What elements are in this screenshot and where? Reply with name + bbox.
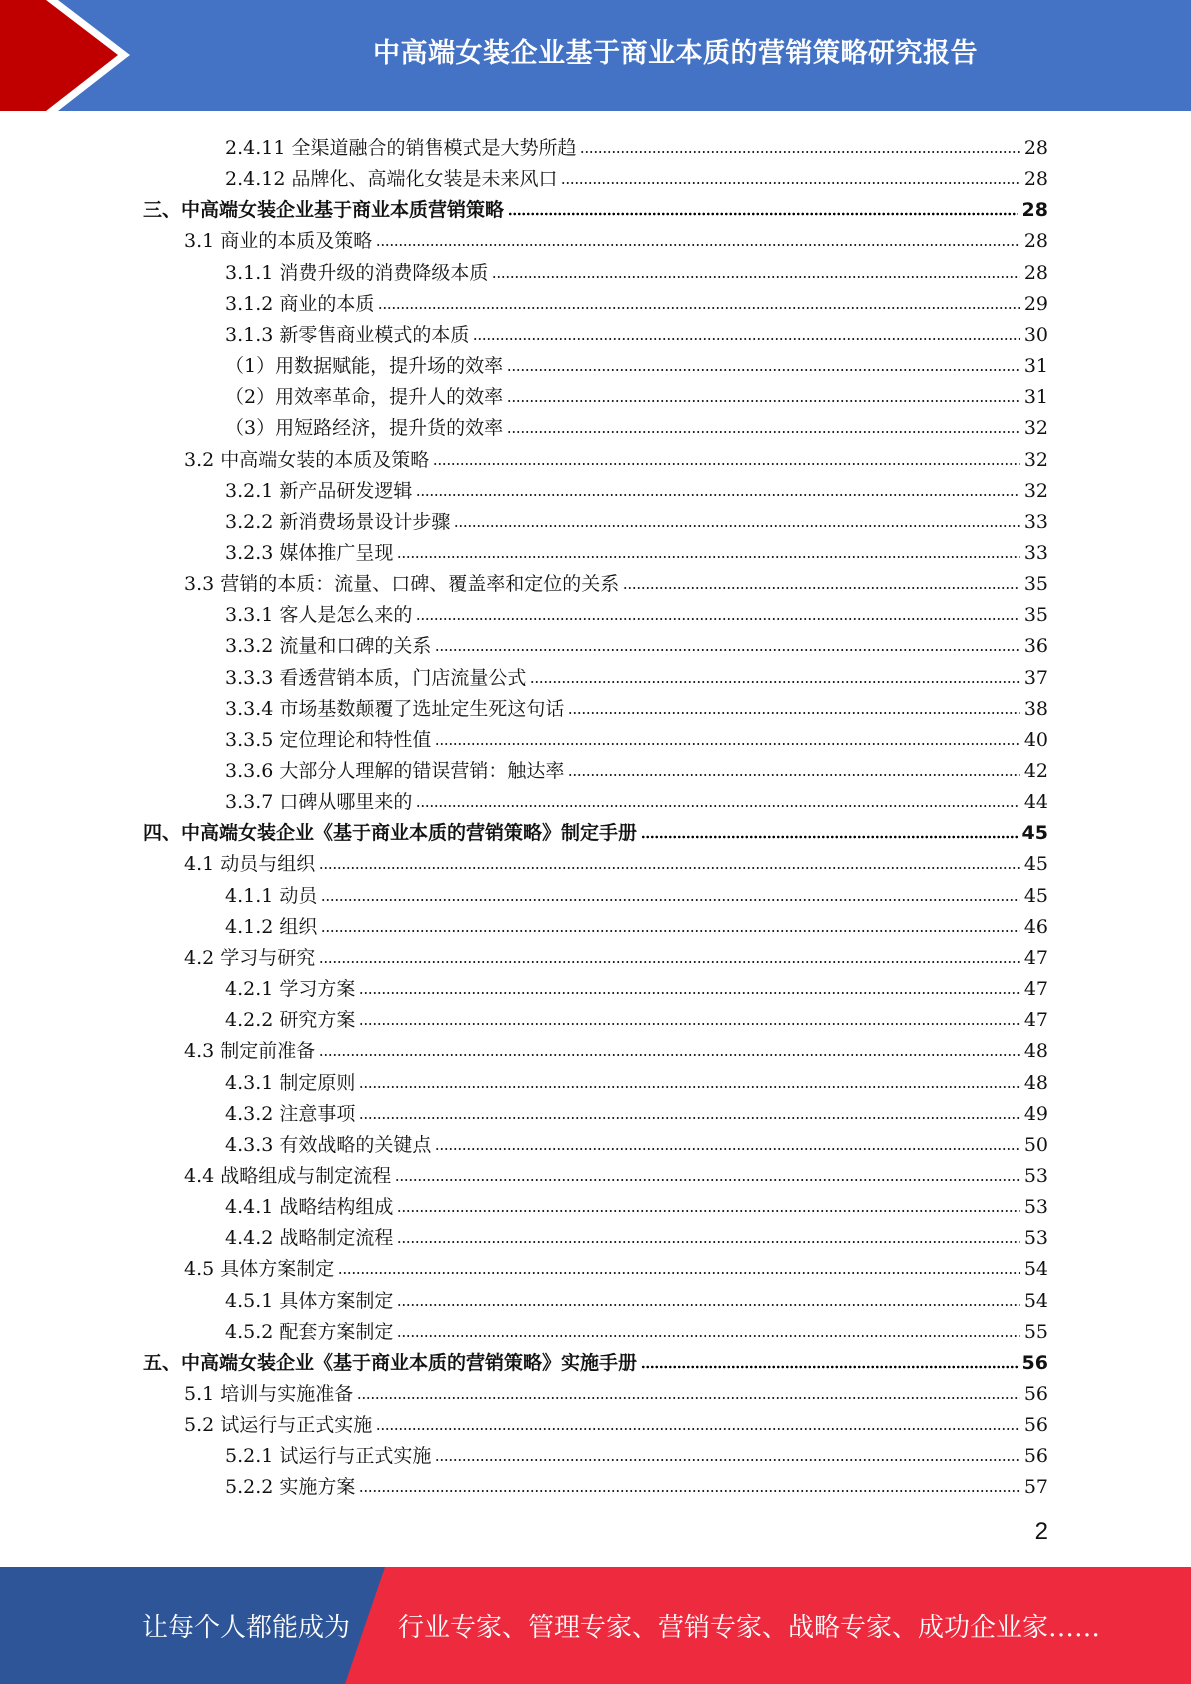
toc-dot-leader bbox=[359, 1488, 1019, 1494]
toc-entry[interactable] bbox=[225, 1063, 1048, 1094]
toc-entry[interactable] bbox=[225, 408, 1048, 439]
toc-dot-leader bbox=[319, 959, 1020, 965]
toc-entry-label: 4.2 学习与研究 bbox=[184, 946, 316, 969]
toc-entry-page: 54 bbox=[1023, 1289, 1048, 1312]
toc-entry-page: 28 bbox=[1023, 168, 1048, 191]
toc-entry-page: 46 bbox=[1023, 915, 1048, 938]
toc-dot-leader bbox=[641, 834, 1018, 840]
page-number: 2 bbox=[1034, 1518, 1048, 1545]
toc-entry-page: 32 bbox=[1023, 448, 1048, 471]
toc-entry[interactable] bbox=[225, 782, 1048, 813]
toc-entry-page: 45 bbox=[1021, 822, 1048, 845]
toc-dot-leader bbox=[376, 242, 1020, 248]
toc-entry[interactable] bbox=[225, 1094, 1048, 1125]
toc-entry-page: 28 bbox=[1023, 261, 1048, 284]
toc-entry-label: 5.2 试运行与正式实施 bbox=[184, 1414, 373, 1437]
toc-entry-label: 3.2.2 新消费场景设计步骤 bbox=[225, 510, 451, 533]
toc-entry[interactable] bbox=[143, 813, 1048, 844]
toc-entry-label: 4.5 具体方案制定 bbox=[184, 1258, 335, 1281]
toc-entry-page: 35 bbox=[1023, 573, 1048, 596]
toc-entry-page: 40 bbox=[1023, 728, 1048, 751]
toc-dot-leader bbox=[321, 928, 1019, 934]
toc-dot-leader bbox=[359, 1115, 1019, 1121]
toc-entry[interactable] bbox=[184, 440, 1048, 471]
toc-dot-leader bbox=[435, 1457, 1019, 1463]
toc-entry-page: 28 bbox=[1021, 199, 1048, 222]
toc-dot-leader bbox=[397, 1208, 1019, 1214]
toc-entry-page: 54 bbox=[1023, 1258, 1048, 1281]
toc-dot-leader bbox=[319, 865, 1020, 871]
toc-entry-page: 32 bbox=[1023, 417, 1048, 440]
toc-dot-leader bbox=[435, 741, 1019, 747]
toc-dot-leader bbox=[561, 180, 1019, 186]
toc-entry-label: 4.5.2 配套方案制定 bbox=[225, 1320, 394, 1343]
toc-dot-leader bbox=[321, 897, 1019, 903]
toc-entry-page: 50 bbox=[1023, 1133, 1048, 1156]
toc-entry[interactable] bbox=[225, 1218, 1048, 1249]
toc-dot-leader bbox=[395, 1177, 1020, 1183]
toc-dot-leader bbox=[623, 585, 1020, 591]
toc-entry[interactable] bbox=[184, 1374, 1048, 1405]
toc-entry[interactable] bbox=[184, 1031, 1048, 1062]
toc-entry[interactable] bbox=[225, 471, 1048, 502]
toc-dot-leader bbox=[338, 1270, 1020, 1276]
toc-dot-leader bbox=[416, 803, 1019, 809]
toc-entry-page: 33 bbox=[1023, 510, 1048, 533]
toc-entry-label: 3.3.3 看透营销本质，门店流量公式 bbox=[225, 666, 527, 689]
toc-entry[interactable] bbox=[184, 1405, 1048, 1436]
toc-entry-page: 57 bbox=[1023, 1476, 1048, 1499]
toc-entry-label: 3.3.2 流量和口碑的关系 bbox=[225, 635, 432, 658]
toc-entry-label: 4.1.2 组织 bbox=[225, 915, 318, 938]
toc-dot-leader bbox=[507, 398, 1020, 404]
toc-dot-leader bbox=[416, 616, 1019, 622]
toc-dot-leader bbox=[530, 679, 1019, 685]
toc-entry[interactable] bbox=[225, 969, 1048, 1000]
toc-entry-page: 47 bbox=[1023, 1009, 1048, 1032]
chevron-arrow-icon bbox=[0, 0, 150, 111]
toc-entry-label: 3.3.4 市场基数颠覆了选址定生死这句话 bbox=[225, 697, 565, 720]
toc-entry-page: 47 bbox=[1023, 946, 1048, 969]
document-title: 中高端女装企业基于商业本质的营销策略研究报告 bbox=[373, 37, 978, 69]
toc-entry[interactable] bbox=[225, 720, 1048, 751]
toc-entry-label: 3.1.2 商业的本质 bbox=[225, 292, 375, 315]
toc-entry-page: 55 bbox=[1023, 1320, 1048, 1343]
toc-entry[interactable] bbox=[225, 658, 1048, 689]
toc-entry[interactable] bbox=[225, 284, 1048, 315]
toc-entry-label: （2）用效率革命，提升人的效率 bbox=[225, 386, 504, 409]
toc-entry-label: 4.4 战略组成与制定流程 bbox=[184, 1164, 392, 1187]
toc-entry-page: 37 bbox=[1023, 666, 1048, 689]
toc-entry-label: 4.4.1 战略结构组成 bbox=[225, 1196, 394, 1219]
toc-entry-page: 53 bbox=[1023, 1227, 1048, 1250]
footer-slogan-right: 行业专家、管理专家、营销专家、战略专家、成功企业家…… bbox=[398, 1613, 1101, 1643]
toc-entry-label: 五、中高端女装企业《基于商业本质的营销策略》实施手册 bbox=[143, 1351, 638, 1374]
toc-entry[interactable] bbox=[225, 1187, 1048, 1218]
toc-entry-page: 47 bbox=[1023, 978, 1048, 1001]
toc-entry[interactable] bbox=[225, 346, 1048, 377]
toc-entry-label: 3.1 商业的本质及策略 bbox=[184, 230, 373, 253]
toc-entry[interactable] bbox=[184, 938, 1048, 969]
toc-dot-leader bbox=[508, 211, 1018, 217]
toc-entry[interactable] bbox=[184, 1156, 1048, 1187]
toc-entry-page: 48 bbox=[1023, 1071, 1048, 1094]
toc-dot-leader bbox=[435, 1146, 1019, 1152]
toc-dot-leader bbox=[397, 1302, 1019, 1308]
toc-entry[interactable] bbox=[184, 1249, 1048, 1280]
footer-slogan-left: 让每个人都能成为 bbox=[142, 1613, 351, 1643]
toc-entry-label: 4.1.1 动员 bbox=[225, 884, 318, 907]
toc-entry-label: 4.3.3 有效战略的关键点 bbox=[225, 1133, 432, 1156]
toc-entry-page: 38 bbox=[1023, 697, 1048, 720]
toc-entry-page: 44 bbox=[1023, 791, 1048, 814]
toc-entry-label: 3.2.3 媒体推广呈现 bbox=[225, 541, 394, 564]
toc-dot-leader bbox=[359, 990, 1019, 996]
toc-entry-label: 3.3.5 定位理论和特性值 bbox=[225, 728, 432, 751]
toc-dot-leader bbox=[319, 1052, 1020, 1058]
toc-entry-page: 56 bbox=[1023, 1383, 1048, 1405]
toc-entry-label: 三、中高端女装企业基于商业本质营销策略 bbox=[143, 199, 505, 222]
toc-entry-label: 4.3.2 注意事项 bbox=[225, 1102, 356, 1125]
toc-entry[interactable] bbox=[225, 1125, 1048, 1156]
toc-entry-label: 3.2 中高端女装的本质及策略 bbox=[184, 448, 430, 471]
toc-entry-label: 4.2.2 研究方案 bbox=[225, 1009, 356, 1032]
toc-entry[interactable] bbox=[225, 1312, 1048, 1343]
toc-dot-leader bbox=[376, 1426, 1020, 1432]
toc-dot-leader bbox=[397, 1333, 1019, 1339]
toc-entry-page: 32 bbox=[1023, 479, 1048, 502]
toc-entry-page: 53 bbox=[1023, 1196, 1048, 1219]
toc-dot-leader bbox=[359, 1021, 1019, 1027]
toc-entry[interactable] bbox=[225, 689, 1048, 720]
toc-entry-label: 5.1 培训与实施准备 bbox=[184, 1383, 354, 1405]
toc-dot-leader bbox=[473, 336, 1019, 342]
toc-entry-label: 4.5.1 具体方案制定 bbox=[225, 1289, 394, 1312]
toc-dot-leader bbox=[454, 523, 1019, 529]
toc-dot-leader bbox=[357, 1395, 1020, 1401]
toc-entry-page: 56 bbox=[1023, 1414, 1048, 1437]
toc-entry-label: 4.3.1 制定原则 bbox=[225, 1071, 356, 1094]
toc-entry-label: 3.2.1 新产品研发逻辑 bbox=[225, 479, 413, 502]
toc-dot-leader bbox=[378, 305, 1019, 311]
toc-entry[interactable] bbox=[225, 253, 1048, 284]
toc-dot-leader bbox=[492, 274, 1019, 280]
toc-entry[interactable] bbox=[225, 626, 1048, 657]
toc-entry-page: 42 bbox=[1023, 760, 1048, 782]
toc-entry[interactable] bbox=[143, 1343, 1048, 1374]
toc-entry[interactable] bbox=[184, 844, 1048, 875]
toc-entry-label: 3.3.1 客人是怎么来的 bbox=[225, 604, 413, 627]
toc-entry-label: （3）用短路经济，提升货的效率 bbox=[225, 417, 504, 440]
toc-entry-label: 3.1.3 新零售商业模式的本质 bbox=[225, 323, 470, 346]
toc-entry-label: 3.3.6 大部分人理解的错误营销：触达率 bbox=[225, 760, 565, 782]
toc-entry[interactable] bbox=[184, 564, 1048, 595]
toc-entry-label: 4.1 动员与组织 bbox=[184, 853, 316, 876]
toc-entry-label: 四、中高端女装企业《基于商业本质的营销策略》制定手册 bbox=[143, 822, 638, 845]
toc-entry-page: 56 bbox=[1023, 1445, 1048, 1468]
toc-entry[interactable] bbox=[225, 315, 1048, 346]
toc-dot-leader bbox=[580, 149, 1019, 155]
toc-entry-page: 35 bbox=[1023, 604, 1048, 627]
toc-dot-leader bbox=[507, 367, 1020, 373]
toc-entry[interactable] bbox=[225, 876, 1048, 907]
toc-entry[interactable] bbox=[225, 1467, 1048, 1498]
toc-entry[interactable] bbox=[225, 502, 1048, 533]
toc-entry-label: 2.4.12 品牌化、高端化女装是未来风口 bbox=[225, 168, 558, 191]
toc-dot-leader bbox=[359, 1084, 1019, 1090]
toc-entry-page: 28 bbox=[1023, 230, 1048, 253]
toc-entry-page: 36 bbox=[1023, 635, 1048, 658]
toc-dot-leader bbox=[568, 710, 1019, 716]
footer-banner bbox=[0, 1567, 1191, 1684]
toc-entry-page: 29 bbox=[1023, 292, 1048, 315]
toc-entry-page: 31 bbox=[1023, 355, 1048, 378]
toc-entry[interactable] bbox=[225, 533, 1048, 564]
toc-entry-label: 4.4.2 战略制定流程 bbox=[225, 1227, 394, 1250]
toc-entry-label: 2.4.11 全渠道融合的销售模式是大势所趋 bbox=[225, 137, 577, 159]
toc-entry-page: 49 bbox=[1023, 1102, 1048, 1125]
toc-entry-label: 3.3 营销的本质：流量、口碑、覆盖率和定位的关系 bbox=[184, 573, 620, 596]
toc-entry-label: （1）用数据赋能，提升场的效率 bbox=[225, 355, 504, 378]
toc-entry[interactable] bbox=[225, 128, 1048, 159]
toc-entry[interactable] bbox=[225, 595, 1048, 626]
toc-entry-page: 45 bbox=[1023, 884, 1048, 907]
toc-entry[interactable] bbox=[225, 1000, 1048, 1031]
toc-entry-label: 5.2.2 实施方案 bbox=[225, 1476, 356, 1499]
toc-entry[interactable] bbox=[143, 190, 1048, 221]
toc-dot-leader bbox=[507, 429, 1020, 435]
toc-entry-page: 28 bbox=[1023, 137, 1048, 159]
toc-entry-label: 3.3.7 口碑从哪里来的 bbox=[225, 791, 413, 814]
toc-entry-page: 45 bbox=[1023, 853, 1048, 876]
toc-dot-leader bbox=[433, 461, 1020, 467]
toc-entry-label: 4.3 制定前准备 bbox=[184, 1040, 316, 1063]
toc-entry-label: 4.2.1 学习方案 bbox=[225, 978, 356, 1001]
toc-dot-leader bbox=[435, 647, 1019, 653]
toc-entry-page: 30 bbox=[1023, 323, 1048, 346]
toc-entry-page: 48 bbox=[1023, 1040, 1048, 1063]
toc-entry-label: 3.1.1 消费升级的消费降级本质 bbox=[225, 261, 489, 284]
toc-dot-leader bbox=[397, 554, 1019, 560]
toc-entry[interactable] bbox=[225, 159, 1048, 190]
toc-entry-label: 5.2.1 试运行与正式实施 bbox=[225, 1445, 432, 1468]
toc-dot-leader bbox=[568, 772, 1019, 778]
toc-entry-page: 53 bbox=[1023, 1164, 1048, 1187]
toc-entry[interactable] bbox=[225, 751, 1048, 782]
toc-entry-page: 31 bbox=[1023, 386, 1048, 409]
toc-dot-leader bbox=[641, 1364, 1018, 1370]
toc-dot-leader bbox=[397, 1239, 1019, 1245]
toc-entry[interactable] bbox=[225, 377, 1048, 408]
toc-entry[interactable] bbox=[225, 1281, 1048, 1312]
header-banner bbox=[0, 0, 1191, 111]
toc-entry[interactable] bbox=[184, 221, 1048, 252]
toc-dot-leader bbox=[416, 492, 1019, 498]
toc-entry[interactable] bbox=[225, 1436, 1048, 1467]
toc-entry-page: 33 bbox=[1023, 541, 1048, 564]
toc-entry[interactable] bbox=[225, 907, 1048, 938]
toc-entry-page: 56 bbox=[1021, 1351, 1048, 1374]
